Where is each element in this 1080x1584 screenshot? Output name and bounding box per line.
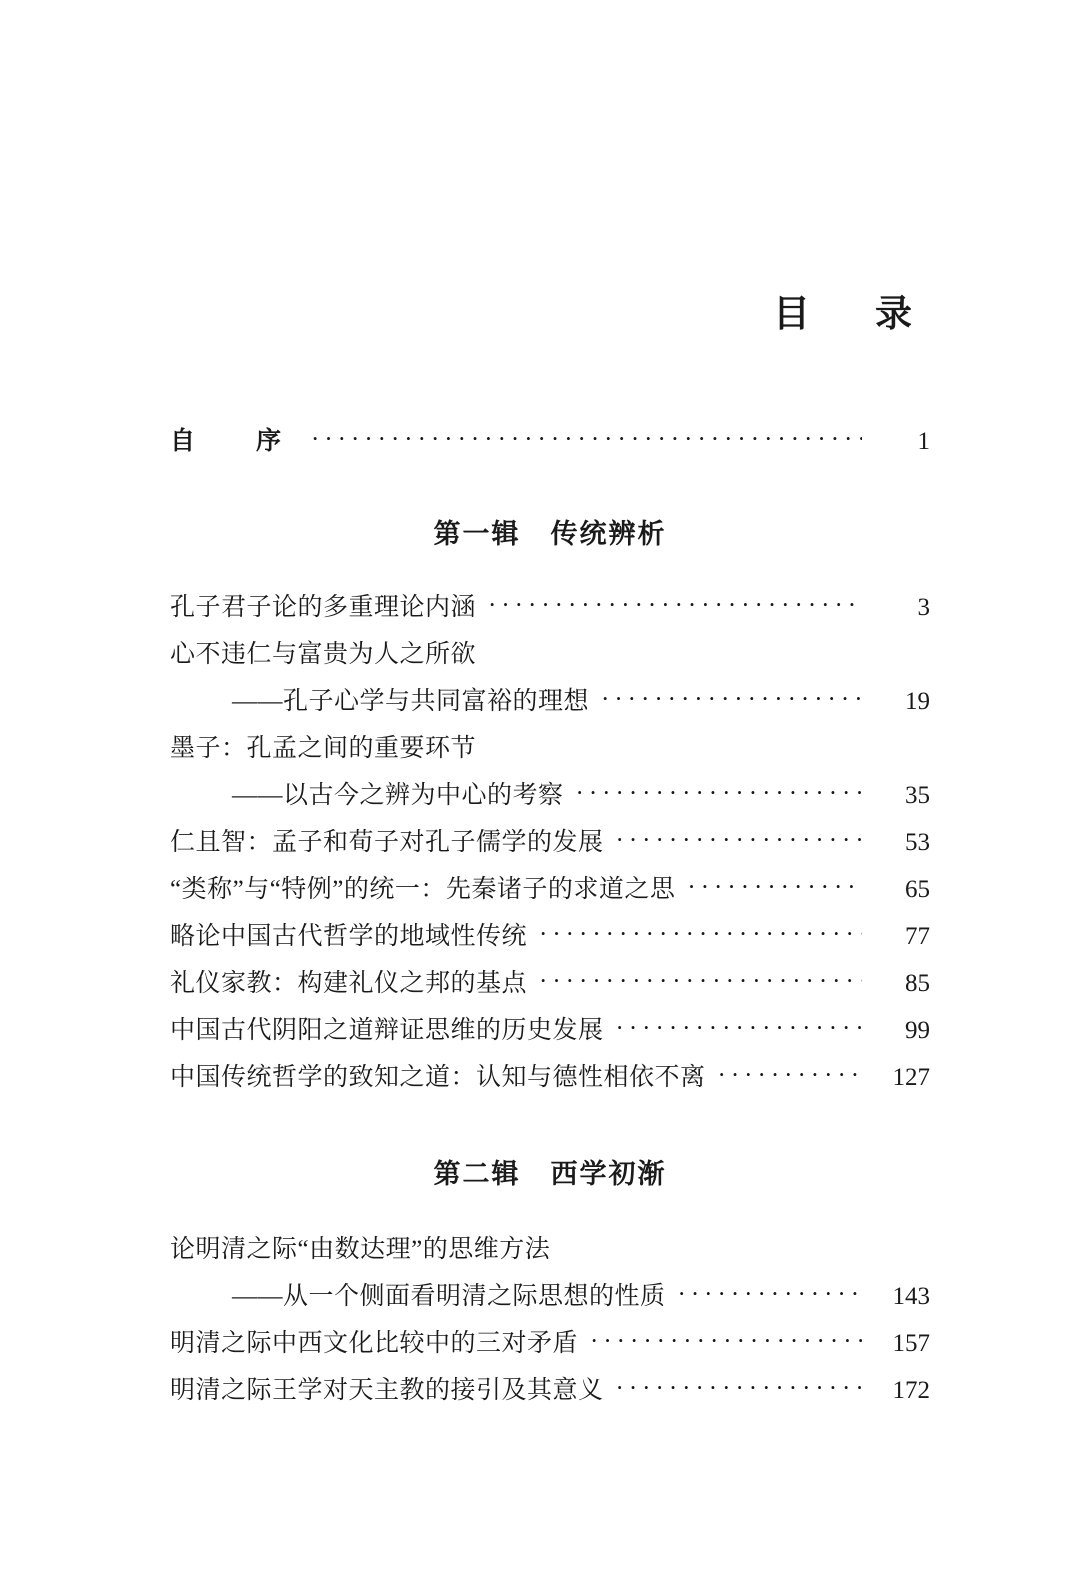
toc-entry-label: 孔子君子论的多重理论内涵: [170, 594, 477, 621]
toc-entry-label: 略论中国古代哲学的地域性传统: [170, 923, 528, 950]
leader-dots: [539, 971, 862, 996]
toc-entry[interactable]: [170, 1378, 930, 1403]
toc-entry[interactable]: [170, 1065, 930, 1090]
leader-dots: [539, 924, 862, 949]
toc-entry[interactable]: [170, 924, 930, 949]
toc-entry-page: 143: [892, 1283, 930, 1310]
leader-dots: [488, 595, 862, 620]
toc-entry-page: 53: [905, 829, 930, 856]
section-heading-2: [170, 1152, 930, 1191]
toc-entry-label: 仁且智：孟子和荀子对孔子儒学的发展: [170, 829, 604, 856]
toc-entry[interactable]: [170, 971, 930, 996]
section-number: 第一辑: [433, 519, 521, 549]
leader-dots: [687, 877, 862, 902]
toc-entry-label: 明清之际王学对天主教的接引及其意义: [170, 1377, 604, 1404]
leader-dots: [616, 1018, 862, 1043]
leader-dots: [311, 429, 862, 454]
toc-entry-label: 明清之际中西文化比较中的三对矛盾: [170, 1330, 579, 1357]
toc-entry-label: 论明清之际“由数达理”的思维方法: [170, 1236, 551, 1263]
toc-entry-page: 172: [892, 1377, 930, 1404]
leader-dots: [576, 783, 862, 808]
toc-entry-page: 157: [892, 1330, 930, 1357]
toc-entry[interactable]: [170, 830, 930, 855]
toc-entry-sub[interactable]: [170, 1284, 930, 1309]
leader-dots: [718, 1065, 862, 1090]
section-name: 西学初渐: [550, 1159, 667, 1189]
toc-entry[interactable]: [170, 1331, 930, 1356]
toc-entry[interactable]: [170, 642, 930, 667]
toc-entry-page: 3: [917, 594, 930, 621]
section-name: 传统辨析: [550, 519, 667, 549]
toc-list: [170, 429, 930, 1403]
toc-entry-label: 礼仪家教：构建礼仪之邦的基点: [170, 970, 528, 997]
toc-entry-page: 85: [905, 970, 930, 997]
leader-dots: [678, 1284, 862, 1309]
toc-entry-page: 77: [905, 923, 930, 950]
toc-entry[interactable]: [170, 1237, 930, 1262]
toc-entry[interactable]: [170, 877, 930, 902]
toc-entry-label: ——从一个侧面看明清之际思想的性质: [232, 1283, 666, 1310]
toc-entry-label: “类称”与“特例”的统一：先秦诸子的求道之思: [170, 876, 676, 903]
section-number: 第二辑: [433, 1159, 521, 1189]
toc-entry-page: 35: [905, 782, 930, 809]
toc-entry-sub[interactable]: [170, 783, 930, 808]
leader-dots: [616, 830, 862, 855]
toc-entry-label: 自 序: [170, 428, 300, 455]
toc-entry-page: 99: [905, 1017, 930, 1044]
toc-entry-page: 1: [917, 428, 930, 455]
leader-dots: [590, 1331, 862, 1356]
toc-entry-preface[interactable]: [170, 429, 930, 454]
toc-entry-label: ——孔子心学与共同富裕的理想: [232, 688, 590, 715]
section-2-entries: [170, 1237, 930, 1403]
toc-entry[interactable]: [170, 1018, 930, 1043]
page-title: 目 录: [773, 294, 926, 335]
toc-entry-label: 心不违仁与富贵为人之所欲: [170, 641, 477, 668]
toc-entry-label: 墨子：孔孟之间的重要环节: [170, 735, 477, 762]
section-heading-1: [170, 512, 930, 551]
toc-entry-page: 19: [905, 688, 930, 715]
section-1-entries: [170, 595, 930, 1090]
leader-dots: [601, 689, 862, 714]
toc-entry[interactable]: [170, 595, 930, 620]
toc-entry[interactable]: [170, 736, 930, 761]
toc-entry-page: 127: [892, 1064, 930, 1091]
toc-entry-label: 中国传统哲学的致知之道：认知与德性相依不离: [170, 1064, 706, 1091]
leader-dots: [616, 1378, 862, 1403]
toc-entry-page: 65: [905, 876, 930, 903]
toc-entry-label: ——以古今之辨为中心的考察: [232, 782, 564, 809]
toc-entry-sub[interactable]: [170, 689, 930, 714]
toc-entry-label: 中国古代阴阳之道辩证思维的历史发展: [170, 1017, 604, 1044]
